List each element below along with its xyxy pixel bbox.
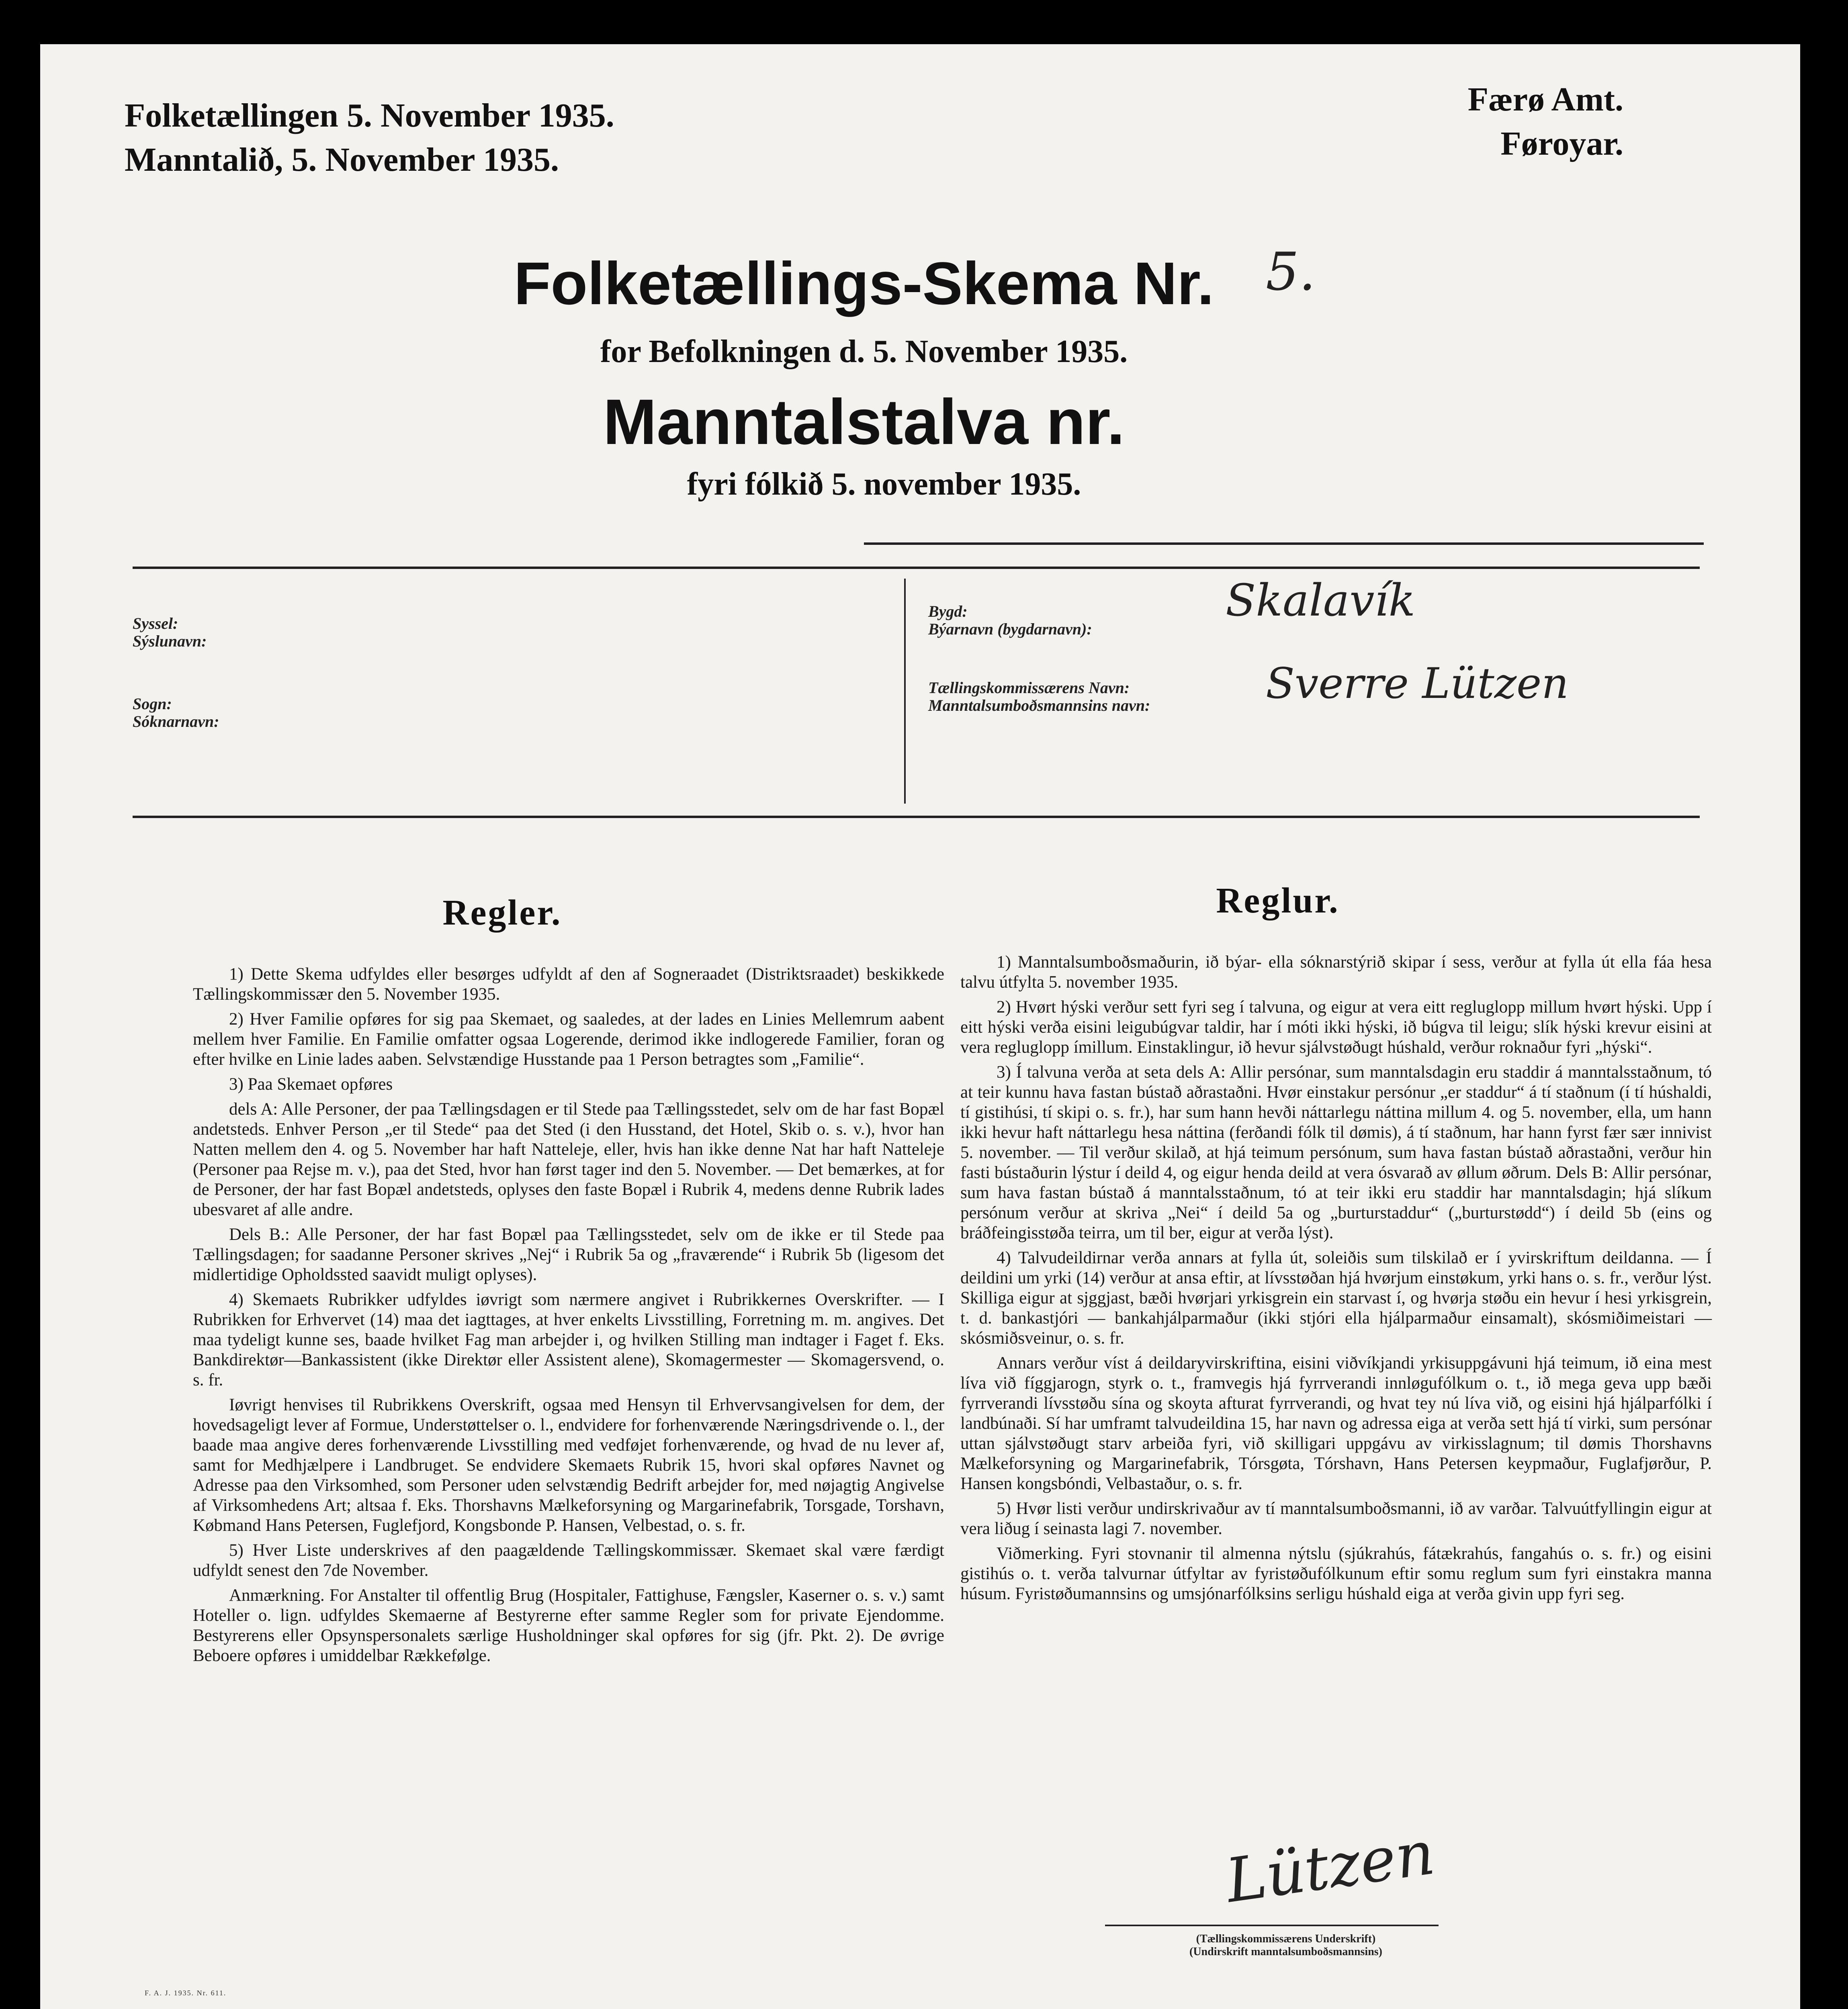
field-divider xyxy=(904,579,906,804)
rules-danish-column xyxy=(193,964,944,1671)
bygd-label xyxy=(928,603,1092,638)
rules-da-paragraph: dels A: Alle Personer, der paa Tællingsdagen er til Stede paa Tællingsstedet, selv om de har fast Bopæl andetsteds. Enhver Person „er til Stede“ paa det Sted (i den Husstand, det Hotel, Skib o. s. v.), hvor han Natten mellem den 4. og 5. November har haft Natteleje, eller, hvis han ikke denne Nat har haft Natteleje (Personer paa Rejse m. v.), paa det Sted, hvor han først tager ind den 5. November. — Det bemærkes, at for de Personer, der har fast Bopæl andetsteds, oplyses den faste Bopæl i Rubrik 4, medens denne Rubrik lades ubesvaret af alle andre. xyxy=(193,1100,944,1219)
rules-fo-paragraph: 2) Hvørt hýski verður sett fyri seg í talvuna, og eigur at vera eitt regluglopp millum hvørt hýski. Upp í eitt hýski verða eisini leigubúgvar taldir, har í móti ikki hýski, ið búgva til leigu; slík hýski krevur eisini at vera regluglopp ímillum. Einstaklingur, ið hevur sjálvstøðugt húshald, verður roknaður fyri „hýski“. xyxy=(960,998,1712,1057)
header-right-line2: Føroyar. xyxy=(1500,125,1623,162)
rules-faroese-column xyxy=(960,952,1712,1609)
sogn-label-da: Sogn: xyxy=(133,695,172,713)
form-number-handwritten: 5. xyxy=(1266,241,1316,302)
rules-faroese-heading: Reglur. xyxy=(1216,881,1340,921)
rules-da-paragraph: 4) Skemaets Rubrikker udfyldes iøvrigt som nærmere angivet i Rubrikkernes Overskrifter. — I Rubrikken for Erhvervet (14) maa det iagttages, at hver enkelts Livsstilling, Forretning m. m. angives. Det maa tydeligt kunne ses, baade hvilket Fag man arbejder i, og hvilken Stilling man indtager i Faget f. Eks. Bankdirektør—Bankassistent (ikke Direktør eller Assistent alene), Skomagermester — Skomagersvend, o. s. fr. xyxy=(193,1290,944,1389)
rules-fo-paragraph: 1) Manntalsumboðsmaðurin, ið býar- ella sóknarstýrið skipar í sess, verður at fylla út ella fáa hesa talvu útfylta 5. november 1935. xyxy=(960,953,1712,992)
census-form-page xyxy=(40,44,1800,2009)
kommissaer-value-handwritten: Sverre Lützen xyxy=(1266,659,1569,708)
bygd-label-fo: Býarnavn (bygdarnavn): xyxy=(928,620,1092,638)
rules-da-paragraph: 5) Hver Liste underskrives af den paagældende Tællingskommissær. Skemaet skal være færdigt udfyldt senest den 7de November. xyxy=(193,1541,944,1580)
signature-caption-fo: (Undirskrift manntalsumboðsmannsins) xyxy=(1189,1946,1382,1958)
signature-handwritten: Lützen xyxy=(1222,1818,1439,1917)
rules-fo-paragraph: Viðmerking. Fyri stovnanir til almenna nýtslu (sjúkrahús, fátækrahús, fangahús o. s. fr.) og eisini gistihús o. t. verða talvurnar útfyltar av fyristøðufólkunum eftir somu reglum sum fyri einstakra manna húsum. Fyristøðumannsins og umsjónarfólksins serligu húshald eiga at verða givin upp fyri seg. xyxy=(960,1544,1712,1603)
syssel-label-da: Syssel: xyxy=(133,614,178,632)
kommissaer-label xyxy=(928,679,1150,714)
field-top-rule-long xyxy=(133,567,1700,569)
field-top-rule-short xyxy=(864,542,1704,545)
sogn-label-fo: Sóknarnavn: xyxy=(133,712,219,730)
rules-da-paragraph: 2) Hver Familie opføres for sig paa Skemaet, og saaledes, at der lades en Linies Mellemrum aabent mellem hver Familie. En Familie omfatter ogsaa Logerende, derimod ikke indlogerede Familier, foran og efter hvilke en Linie lades aaben. Selvstændige Husstande paa 1 Person betragtes som „Familie“. xyxy=(193,1010,944,1069)
kommissaer-label-fo: Manntalsumboðsmannsins navn: xyxy=(928,696,1150,714)
syssel-label xyxy=(133,615,207,650)
print-mark: F. A. J. 1935. Nr. 611. xyxy=(145,1989,227,1997)
rules-fo-paragraph: Annars verður víst á deildaryvirskriftina, eisini viðvíkjandi yrkisuppgávuni hjá teimum, ið eina mest líva við fíggjarogn, styrk o. t., framvegis hjá fyrrverandi innløgufólkum o. t., ið mega geva upp bæði fyrrverandi lívsstøðu sína og skoyta afturat fyrrverandi, og hvat tey nú líva við, og eisini hjá hjálparfólki í landbúnaði. Sí har umframt talvudeildina 15, har navn og adressa eiga at verða sett hjá tí virki, sum persónar uttan sjálvstøðugt starv arbeiða fyri, við skilligari uppgávu av virkisslagnum; til dømis Thorshavns Mælkeforsyning og Margarinefabrik, Tórsgøta, Tórshavn, Hans Petersen keypmaður, Fuglafjørður, P. Hansen kongsbóndi, Velbastaður, o. s. fr. xyxy=(960,1354,1712,1493)
rules-da-paragraph: 3) Paa Skemaet opføres xyxy=(229,1075,393,1094)
rules-fo-paragraph: 5) Hvør listi verður undirskrivaður av tí manntalsumboðsmanni, ið av varðar. Talvuútfyllingin eigur at vera liðug í seinasta lagi 7. november. xyxy=(960,1499,1712,1538)
sogn-label xyxy=(133,695,219,730)
kommissaer-label-da: Tællingskommissærens Navn: xyxy=(928,679,1130,697)
rules-da-paragraph: 1) Dette Skema udfyldes eller besørges udfyldt af den af Sogneraadet (Distriktsraadet) beskikkede Tællingskommissær den 5. November 1935. xyxy=(193,965,944,1004)
form-title-faroese: Manntalstalva nr. xyxy=(603,386,1125,458)
rules-da-paragraph: Dels B.: Alle Personer, der har fast Bopæl paa Tællingsstedet, selv om de ikke er til Stede paa Tællingsdagen; for saadanne Personer skrives „Nej“ i Rubrik 5a og „fraværende“ i Rubrik 5b (ligesom det midlertidige Opholdssted saavidt muligt oplyses). xyxy=(193,1225,944,1284)
rules-fo-paragraph: 3) Í talvuna verða at seta dels A: Allir persónar, sum manntalsdagin eru staddir á manntalsstaðnum, tó at teir kunnu hava fastan bústað aðrastaðni. Hvør einstakur persónur „er staddur“ á tí staðnum (í tí húshaldi, tí gistihúsi, tí skipi o. s. fr.), har sum hann hevði náttarlegu náttina millum 4. og 5. november, ella, um hann ikki hevur haft náttarlegu hesa náttina (ferðandi fólk til dømis), á tí staðnum, har hann fyrst fær sær innivist 5. november. — Til verður skilað, at hjá teimum persónum, sum hava fastan bústað aðrastaðni, verður hin fasti bústaðurin lýstur í deild 4, og eigur henda deild at vera ósvarað av øllum øðrum. Dels B: Allir persónar, sum hava fastan bústað á manntalsstaðnum, tó at teir ikki eru staddir har manntalsdagin; hjá slíkum persónum verður at skriva „Nei“ í deild 5a og „burturstaddur“ („burturstødd“) í deild 5b (eins og bráðfeingisstøða teirra, um til ber, eigur at verða lýst). xyxy=(960,1063,1712,1242)
form-subtitle-faroese: fyri fólkið 5. november 1935. xyxy=(687,466,1081,502)
rules-fo-paragraph: 4) Talvudeildirnar verða annars at fylla út, soleiðis sum tilskilað er í yvirskriftum deildanna. — Í deildini um yrki (14) verður at ansa eftir, at lívsstøðan hjá hvørjum einstøkum, yrki hans o. s. fr., verður lýst. Skilliga eigur at sjggjast, bæði hvørjari yrkisgrein ein starvast í, og hvørja støðu ein hevur í hesi yrkisgrein, t. d. bankastjóri — bankahjálparmaður (ikki stjóri ella hjálparmaður einsamalt), skósmiðimeistari — skósmiðsveinur, o. s. fr. xyxy=(960,1248,1712,1348)
field-bottom-rule xyxy=(133,816,1700,818)
signature-line xyxy=(1105,1925,1439,1926)
syssel-label-fo: Sýslunavn: xyxy=(133,632,207,650)
rules-da-paragraph: Anmærkning. For Anstalter til offentlig Brug (Hospitaler, Fattighuse, Fængsler, Kaserner o. s. v.) samt Hoteller o. lign. udfyldes Skemaerne af Bestyrerne efter samme Regler som for private Ejendomme. Bestyrerens eller Opsynspersonalets særlige Husholdninger skal opføres for sig (jfr. Pkt. 2). De øvrige Beboere opføres i umiddelbar Rækkefølge. xyxy=(193,1586,944,1665)
form-title-danish: Folketællings-Skema Nr. xyxy=(514,250,1214,317)
header-left-line2: Manntalið, 5. November 1935. xyxy=(125,141,559,178)
signature-caption xyxy=(1125,1933,1447,1958)
form-subtitle-danish: for Befolkningen d. 5. November 1935. xyxy=(600,334,1128,369)
header-right-line1: Færø Amt. xyxy=(1467,81,1623,118)
signature-caption-da: (Tællingskommissærens Underskrift) xyxy=(1196,1933,1376,1945)
rules-da-paragraph: Iøvrigt henvises til Rubrikkens Overskrift, ogsaa med Hensyn til Erhvervsangivelsen for dem, der hovedsageligt lever af Formue, Understøttelser o. l., endvidere for forhenværende Næringsdrivende o. l., der baade maa angive deres forhenværende Livsstilling med vedføjet forhenværende, og hvad de nu lever af, samt for Medhjælpere i Landbruget. Se endvidere Skemaets Rubrik 15, hvori skal opføres Navnet og Adresse paa den Virksomhed, som Personer uden selvstændig Bedrift arbejder for, med nøjagtig Angivelse af Virksomhedens Art; altsaa f. Eks. Thorshavns Mælkeforsyning og Margarinefabrik, Torsgade, Torshavn, Købmand Hans Petersen, Fuglefjord, Kongsbonde P. Hansen, Velbestad, o. s. fr. xyxy=(193,1395,944,1535)
header-left-line1: Folketællingen 5. November 1935. xyxy=(125,97,614,134)
rules-danish-heading: Regler. xyxy=(442,893,562,933)
bygd-value-handwritten: Skalavík xyxy=(1226,575,1416,626)
bygd-label-da: Bygd: xyxy=(928,602,968,620)
